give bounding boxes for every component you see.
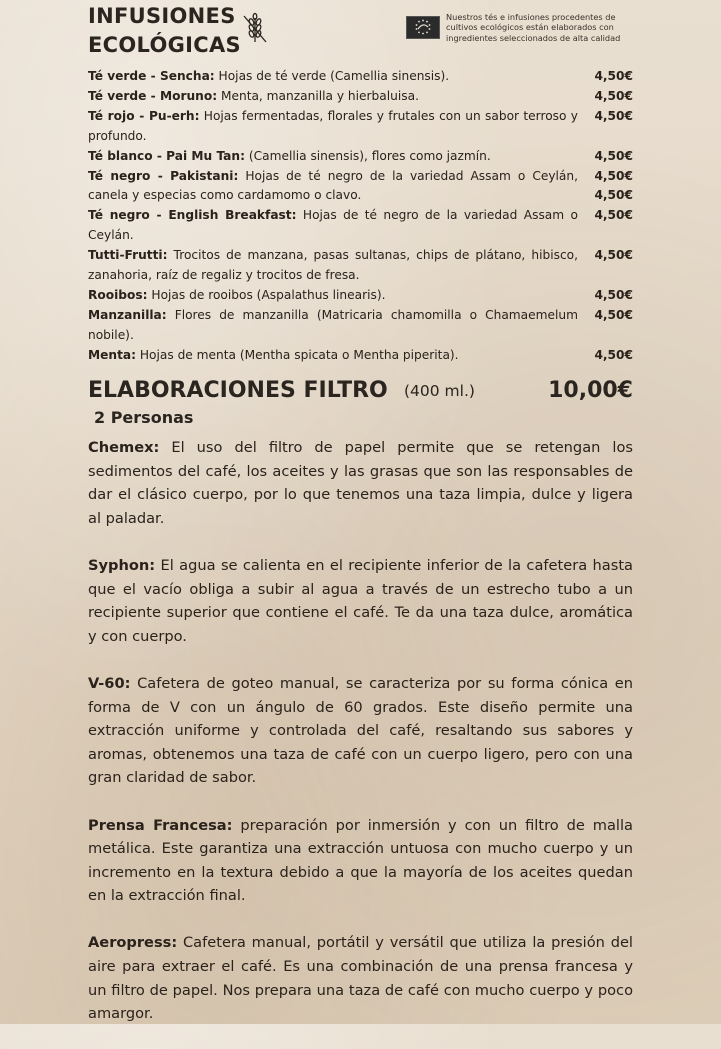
method-name: Syphon: xyxy=(88,556,156,574)
method-desc: El agua se calienta en el recipiente inferior de la cafetera hasta que el vacío obliga a subir al agua a través de un estrecho tubo a un recipiente superior que contiene el café. Te da una taza dulce, aromática y con cuerpo. xyxy=(88,556,633,645)
eco-note: Nuestros tés e infusiones procedentes de cultivos ecológicos están elaborados con ingredientes seleccionados de alta calidad xyxy=(446,12,621,43)
tea-desc-text: (Camellia sinensis), flores como jazmín. xyxy=(244,148,491,163)
method-desc: El uso del filtro de papel permite que se retengan los sedimentos del café, los aceites y las grasas que son las responsables de dar el clásico cuerpo, por lo que tenemos una taza limpia, dulce y ligera al paladar. xyxy=(88,439,633,527)
tea-desc-text: Menta, manzanilla y hierbaluisa. xyxy=(217,88,419,103)
tea-description xyxy=(88,107,578,147)
tea-desc-text: Hojas de té negro de la variedad Assam o Ceylán. xyxy=(88,208,578,243)
tea-price: 4,50€ xyxy=(594,88,633,103)
filtro-persons: 2 Personas xyxy=(94,408,194,427)
tea-name: Té negro - Pakistani: xyxy=(88,168,239,183)
tea-price: 4,50€ xyxy=(594,248,633,263)
tea-desc-text: Hojas de rooibos (Aspalathus linearis). xyxy=(147,287,386,302)
eu-organic-logo xyxy=(406,16,440,39)
tea-price-secondary: 4,50€ xyxy=(594,188,633,203)
section-title-infusiones xyxy=(88,2,241,60)
tea-name: Rooibos: xyxy=(88,287,148,302)
tea-desc-text: Trocitos de manzana, pasas sultanas, chips de plátano, hibisco, zanahoria, raíz de regaliz y trocitos de fresa. xyxy=(88,248,578,283)
tea-item xyxy=(88,306,633,346)
tea-item xyxy=(88,87,633,107)
tea-item xyxy=(88,246,633,286)
tea-item xyxy=(88,206,633,246)
tea-desc-text: Hojas de té verde (Camellia sinensis). xyxy=(214,69,450,83)
tea-item xyxy=(88,147,633,167)
method-name: V-60: xyxy=(88,674,131,692)
tea-name: Té negro - English Breakfast: xyxy=(88,208,297,223)
method-name: Aeropress: xyxy=(88,934,178,952)
method-desc: preparación por inmersión y con un filtro de malla metálica. Este garantiza una extracción untuosa con mucho cuerpo y un incremento en la textura debido a que la mayoría de los aceites quedan en la extracción final. xyxy=(88,816,633,905)
method-desc: Cafetera manual, portátil y versátil que utiliza la presión del aire para extraer el café. Es una combinación de una prensa francesa y un filtro de papel. Nos prepara una taza de café con mucho cuerpo y poco amargor. xyxy=(88,934,633,1023)
tea-desc-text: Flores de manzanilla (Matricaria chamomilla o Chamaemelum nobile). xyxy=(88,307,578,342)
method-list xyxy=(88,436,633,1049)
tea-description xyxy=(88,306,578,346)
tea-price: 4,50€ xyxy=(594,208,633,223)
method-name: Prensa Francesa: xyxy=(88,816,233,834)
method-paragraph xyxy=(88,554,633,648)
tea-description xyxy=(88,286,578,306)
tea-list xyxy=(88,67,633,366)
tea-description xyxy=(88,67,578,87)
tea-price: 4,50€ xyxy=(594,148,633,163)
tea-name: Té verde - Sencha: xyxy=(88,69,215,83)
title-line-1: INFUSIONES xyxy=(88,4,236,28)
method-paragraph xyxy=(88,436,633,530)
tea-price: 4,50€ xyxy=(594,69,633,83)
tea-item xyxy=(88,67,633,87)
tea-name: Té blanco - Pai Mu Tan: xyxy=(88,148,245,163)
wheat-crossed-icon xyxy=(240,12,270,46)
tea-desc-text: Hojas fermentadas, florales y frutales con un sabor terroso y profundo. xyxy=(88,108,578,143)
tea-description xyxy=(88,206,578,246)
tea-name: Té verde - Moruno: xyxy=(88,88,218,103)
method-paragraph xyxy=(88,814,633,908)
tea-price: 4,50€ xyxy=(594,307,633,322)
tea-desc-text: Hojas de menta (Mentha spicata o Mentha piperita). xyxy=(136,347,459,362)
tea-name: Té rojo - Pu-erh: xyxy=(88,108,200,123)
tea-description xyxy=(88,246,578,286)
tea-price: 4,50€ xyxy=(594,287,633,302)
method-desc: Cafetera de goteo manual, se caracteriza por su forma cónica en forma de V con un ángulo de 60 grados. Este diseño permite una extracción uniforme y controlada del café, resaltando sus sabores y aromas, obtenemos una taza de café con un cuerpo ligero, pero con una gran claridad de sabor. xyxy=(88,674,633,787)
tea-name: Manzanilla: xyxy=(88,307,167,322)
tea-item xyxy=(88,107,633,147)
tea-item xyxy=(88,167,633,207)
tea-price: 4,50€ xyxy=(594,168,633,183)
tea-desc-text: Hojas de té negro de la variedad Assam o Ceylán, canela y especias como cardamomo o clavo. xyxy=(88,168,578,203)
tea-name: Menta: xyxy=(88,347,136,362)
tea-description xyxy=(88,147,578,167)
filtro-volume: (400 ml.) xyxy=(404,382,475,400)
tea-description xyxy=(88,87,578,107)
tea-price: 4,50€ xyxy=(594,108,633,123)
tea-name: Tutti-Frutti: xyxy=(88,248,168,263)
filtro-price: 10,00€ xyxy=(548,378,633,403)
tea-description xyxy=(88,346,578,366)
title-line-2: ECOLÓGICAS xyxy=(88,33,241,57)
method-name: Chemex: xyxy=(88,439,160,456)
tea-price: 4,50€ xyxy=(594,347,633,362)
tea-item xyxy=(88,346,633,366)
section-title-filtro: ELABORACIONES FILTRO xyxy=(88,378,388,403)
method-paragraph xyxy=(88,931,633,1025)
tea-description xyxy=(88,167,578,207)
tea-item xyxy=(88,286,633,306)
method-paragraph xyxy=(88,672,633,790)
